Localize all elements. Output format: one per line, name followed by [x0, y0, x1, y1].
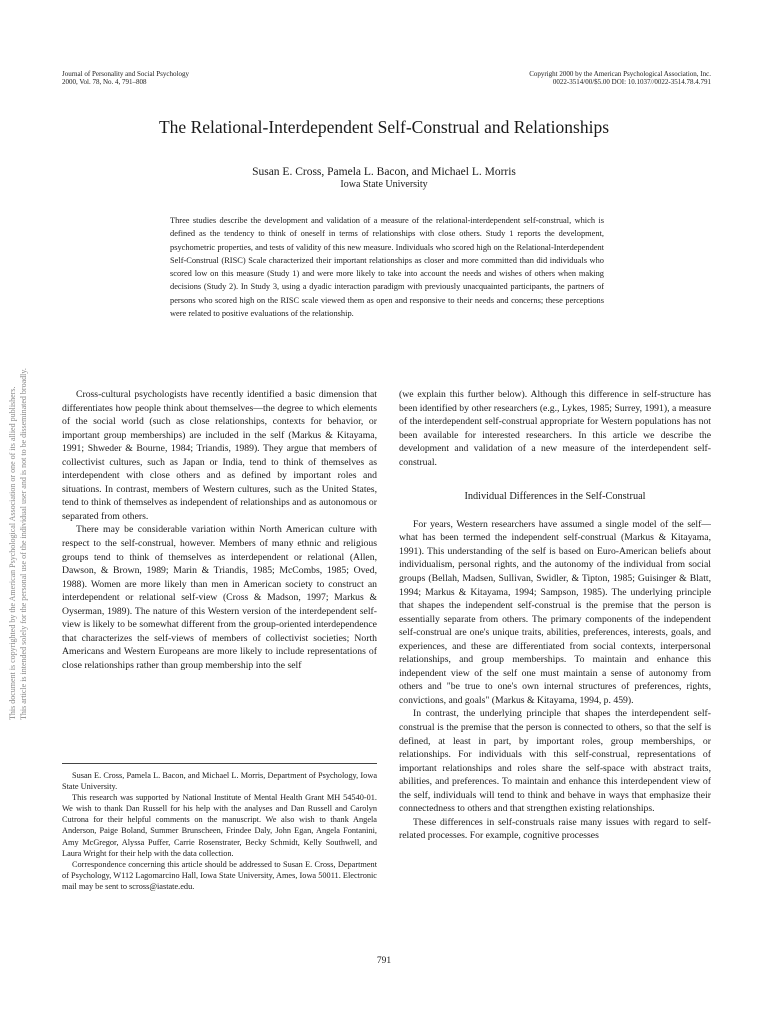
- author-footnote: [62, 770, 377, 892]
- affiliation: Iowa State University: [340, 179, 428, 190]
- right-column: [399, 388, 711, 843]
- body-paragraph: In contrast, the underlying principle that shapes the interdependent self-construal is the premise that the person is connected to others, so that the self is defined, at least in part, by important roles, group memberships, or relationships. For individuals with this self-construal, representations of important relationships and roles share the self-space with abstract traits, abilities, and preferences. To maintain and enhance this interdependent view of the self, individuals will tend to think and behave in ways that emphasize their connectedness to others and that strengthen existing relationships.: [399, 708, 711, 815]
- journal-header: [62, 70, 189, 86]
- body-paragraph: For years, Western researchers have assumed a single model of the self—what has been termed the independent self-construal (Markus & Kitayama, 1991). This understanding of the self is based on Euro-American beliefs about individualism, personal rights, and the autonomy of the individual from social groups (Bellah, Madsen, Sullivan, Swidler, & Tipton, 1985; Guisinger & Blatt, 1994; Markus & Kitayama, 1994; Sampson, 1985). The underlying principle that shapes the independent self-construal is the premise that the person is essentially separate from others. The primary components of the independent self-construal are one's unique traits, abilities, preferences, interests, goals, and experiences, and these are differentiated from social contexts, interpersonal relationships, and group memberships. To maintain and enhance this independent view of the self one must maintain a sense of autonomy from others and "be true to one's own internal structures of preferences, rights, convictions, and goals" (Markus & Kitayama, 1994, p. 459).: [399, 518, 711, 706]
- author-list: Susan E. Cross, Pamela L. Bacon, and Michael L. Morris: [252, 166, 516, 178]
- footnote-paragraph: Correspondence concerning this article should be addressed to Susan E. Cross, Department of Psychology, W112 Lagomarcino Hall, Iowa State University, Ames, Iowa 50011. Electronic mail may be sent to scross@iastate.edu.: [62, 859, 377, 891]
- left-column: [62, 388, 377, 672]
- section-heading: Individual Differences in the Self-Construal: [464, 491, 646, 503]
- article-title: The Relational-Interdependent Self-Construal and Relationships: [158, 117, 610, 137]
- journal-name: Journal of Personality and Social Psychology: [62, 70, 189, 78]
- copyright-line: Copyright 2000 by the American Psychological Association, Inc.: [529, 70, 711, 78]
- body-paragraph: Cross-cultural psychologists have recently identified a basic dimension that differentiates how people think about themselves—the degree to which elements of the social world (such as close relationships, contexts for behavior, or important group memberships) are included in the self (Markus & Kitayama, 1991; Shweder & Bourne, 1984; Triandis, 1989). They argue that members of collectivist cultures, such as Japan or India, tend to think of themselves as interdependent with close others and as defined by important roles and situations. In contrast, members of Western cultures, such as the United States, tend to think of themselves as independent of relationships and as autonomous or separated from others.: [62, 389, 377, 522]
- side-notice-line: This article is intended solely for the personal use of the individual user and is not to be disseminated broadly.: [19, 368, 28, 720]
- footnote-paragraph: This research was supported by National Institute of Mental Health Grant MH 54540-01. We wish to thank Dan Russell for his help with the analyses and Dan Russell and Carolyn Cutrona for their helpful comments on the manuscript. We also wish to thank Angela Anderson, Paige Boland, Summer Brunscheen, Frindee Daly, John Egan, Angela Fontanini, Amy McGregor, Alyssa Puffer, Carrie Rosenstrater, Becky Schmidt, Kelly Southwell, and Laura Wright for their help with the data collection.: [62, 793, 377, 858]
- body-paragraph: (we explain this further below). Although this difference in self-structure has been identified by other researchers (e.g., Lykes, 1985; Surrey, 1991), a measure of the interdependent self-construal appropriate for Western populations has not been available for interested researchers. In this article we describe the development and validation of a new measure of the interdependent self-construal.: [399, 389, 711, 468]
- journal-volume: 2000, Vol. 78, No. 4, 791–808: [62, 78, 147, 86]
- body-paragraph: There may be considerable variation within North American culture with respect to the self-construal, however. Members of many ethnic and religious groups tend to think of themselves as interdependent or relational (Allen, Dawson, & Brown, 1989; Marin & Triandis, 1985; McCombs, 1985; Oved, 1988). Women are more likely than men in American society to construct an interdependent or relational self-view (Cross & Madson, 1997; Markus & Oyserman, 1989). The nature of this Western version of the interdependent self-view is likely to be somewhat different from the group-oriented interdependence that characterizes the self-views of members of collectivist societies; North Americans and Western Europeans are more likely to include representations of close relationships rather than group membership into the self: [62, 524, 377, 671]
- page-number: 791: [376, 956, 392, 966]
- footnote-paragraph: Susan E. Cross, Pamela L. Bacon, and Michael L. Morris, Department of Psychology, Iowa State University.: [62, 771, 377, 792]
- doi-line: 0022-3514/00/$5.00 DOI: 10.1037//0022-3514.78.4.791: [552, 78, 711, 86]
- copyright-side-notice: [8, 300, 32, 720]
- abstract: Three studies describe the development and validation of a measure of the relational-interdependent self-construal, which is defined as the tendency to think of oneself in terms of relationships with close others. Study 1 reports the development, psychometric properties, and tests of validity of this new measure. Individuals who scored high on the Relational-Interdependent Self-Construal (RISC) Scale characterized their important relationships as closer and more committed than did individuals who scored low on this measure (Study 1) and were more likely to take into account the needs and wishes of others when making decisions (Study 2). In Study 3, using a dyadic interaction paradigm with previously unacquainted participants, the partners of persons who scored high on the RISC scale viewed them as open and responsive to their needs and concerns; these perceptions were related to positive evaluations of the relationship.: [170, 216, 604, 319]
- copyright-header: [529, 70, 711, 86]
- side-notice-line: This document is copyrighted by the American Psychological Association or one of its allied publishers.: [8, 386, 17, 720]
- body-paragraph: These differences in self-construals raise many issues with regard to self-related processes. For example, cognitive processes: [399, 816, 711, 842]
